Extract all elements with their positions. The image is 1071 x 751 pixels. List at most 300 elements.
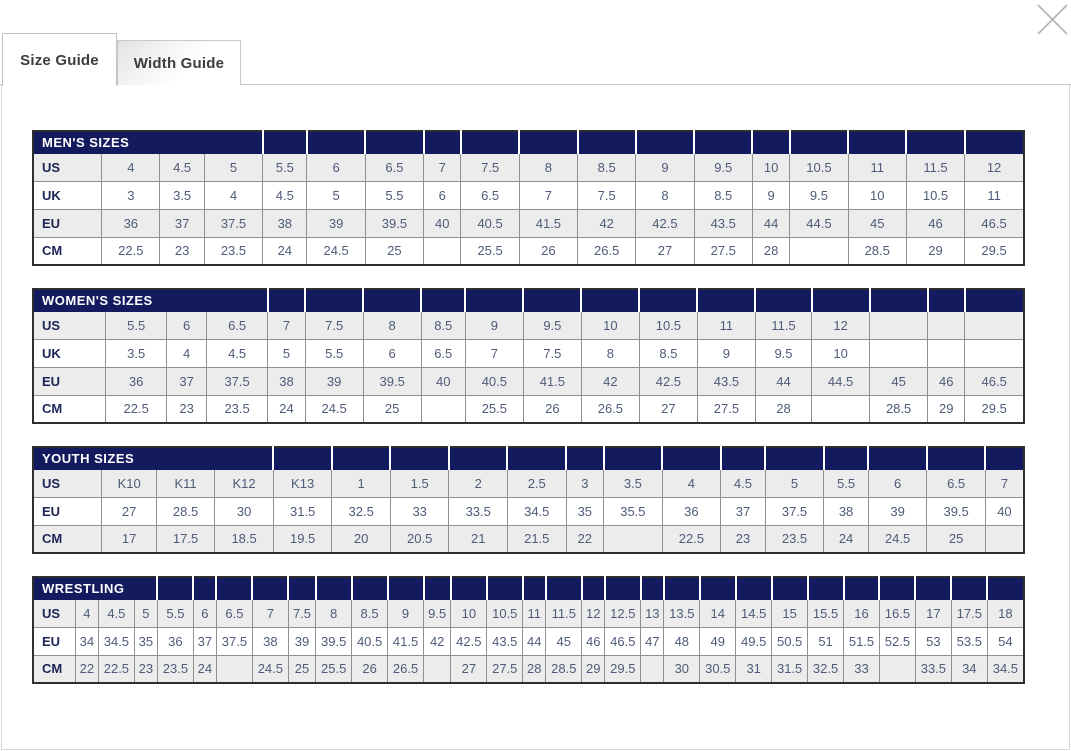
size-cell: 37	[160, 209, 204, 237]
size-cell: 25.5	[465, 395, 523, 423]
size-cell: 25	[927, 525, 986, 553]
size-cell: 18	[987, 599, 1024, 627]
size-cell: 11	[697, 311, 755, 339]
table-header-cell	[487, 577, 523, 599]
table-header-cell	[546, 577, 582, 599]
table-header-cell	[605, 577, 641, 599]
size-cell: 24	[263, 237, 307, 265]
size-cell: 4	[102, 153, 160, 181]
size-cell: 46	[906, 209, 964, 237]
size-cell: 15	[772, 599, 808, 627]
size-cell: 25.5	[316, 655, 352, 683]
size-cell: 29	[582, 655, 605, 683]
size-cell: 46	[582, 627, 605, 655]
size-cell: 9	[465, 311, 523, 339]
size-cell: 6.5	[216, 599, 252, 627]
size-cell: 3.5	[604, 469, 663, 497]
size-cell: 2	[449, 469, 508, 497]
size-cell: 39	[305, 367, 363, 395]
size-cell: 8	[316, 599, 352, 627]
size-cell: 13.5	[664, 599, 700, 627]
size-cell: 10	[451, 599, 487, 627]
size-cell: 26.5	[388, 655, 424, 683]
size-cell: 12	[812, 311, 870, 339]
size-cell: 34.5	[987, 655, 1024, 683]
size-cell: 9.5	[424, 599, 451, 627]
size-cell: 27.5	[694, 237, 752, 265]
size-cell: 26	[519, 237, 577, 265]
size-cell: 8	[581, 339, 639, 367]
size-cell: 35	[566, 497, 604, 525]
size-cell: 25	[363, 395, 421, 423]
size-cell: 37.5	[216, 627, 252, 655]
size-cell: 39.5	[363, 367, 421, 395]
size-cell: 1.5	[390, 469, 449, 497]
size-cell: 3.5	[160, 181, 204, 209]
size-cell: K11	[156, 469, 215, 497]
size-cell: 12	[582, 599, 605, 627]
size-cell: 34.5	[98, 627, 134, 655]
size-cell: 14.5	[736, 599, 772, 627]
size-cell: 10.5	[487, 599, 523, 627]
size-cell: 43.5	[694, 209, 752, 237]
size-cell: 23.5	[206, 395, 268, 423]
size-cell: 6	[307, 153, 365, 181]
size-cell: 24.5	[307, 237, 365, 265]
table-header-row	[33, 131, 1024, 153]
size-cell: 10	[752, 153, 789, 181]
table-header-cell	[812, 289, 870, 311]
size-cell: 21	[449, 525, 508, 553]
size-cell: 37.5	[204, 209, 262, 237]
size-cell: 35.5	[604, 497, 663, 525]
size-cell: 10	[812, 339, 870, 367]
size-cell: 3	[102, 181, 160, 209]
size-cell: 51	[808, 627, 844, 655]
size-cell	[790, 237, 848, 265]
size-cell: 11.5	[546, 599, 582, 627]
size-cell: 50.5	[772, 627, 808, 655]
table-header-cell	[193, 577, 216, 599]
size-cell: 8	[519, 153, 577, 181]
size-cell: 34	[951, 655, 987, 683]
table-header-cell	[216, 577, 252, 599]
row-label: EU	[33, 209, 102, 237]
size-cell: 31	[736, 655, 772, 683]
size-cell	[641, 655, 664, 683]
size-cell: 40.5	[465, 367, 523, 395]
size-cell: 4.5	[263, 181, 307, 209]
size-cell: 46.5	[965, 209, 1024, 237]
size-cell: 9.5	[755, 339, 811, 367]
size-cell: 12	[965, 153, 1024, 181]
size-cell: 23	[167, 395, 206, 423]
size-cell: 6.5	[461, 181, 519, 209]
size-cell: 4	[204, 181, 262, 209]
size-cell: 26	[352, 655, 388, 683]
table-header-cell	[844, 577, 880, 599]
size-cell: 6.5	[927, 469, 986, 497]
table-row-us	[33, 599, 1024, 627]
size-cell: 4	[662, 469, 721, 497]
table-header-cell	[662, 447, 721, 469]
size-cell: 8	[636, 181, 694, 209]
size-cell: 37.5	[765, 497, 824, 525]
size-cell: 41.5	[519, 209, 577, 237]
table-header-cell	[824, 447, 869, 469]
table-title: MEN'S SIZES	[33, 131, 263, 153]
table-row-us	[33, 153, 1024, 181]
size-cell: 39.5	[927, 497, 986, 525]
size-cell: 29	[928, 395, 965, 423]
size-cell	[928, 311, 965, 339]
table-header-cell	[951, 577, 987, 599]
size-cell: 8.5	[421, 311, 465, 339]
size-cell: 45	[870, 367, 928, 395]
table-row-cm	[33, 395, 1024, 423]
table-title: YOUTH SIZES	[33, 447, 273, 469]
table-header-row	[33, 577, 1024, 599]
table-header-cell	[736, 577, 772, 599]
size-cell: 25	[288, 655, 315, 683]
size-cell: 7.5	[288, 599, 315, 627]
size-cell: 3	[566, 469, 604, 497]
size-cell: 49	[700, 627, 736, 655]
table-header-cell	[664, 577, 700, 599]
size-cell: 33	[390, 497, 449, 525]
size-cell: 9.5	[790, 181, 848, 209]
size-cell: 7	[465, 339, 523, 367]
table-row-eu	[33, 627, 1024, 655]
table-header-cell	[915, 577, 951, 599]
size-cell: K10	[102, 469, 156, 497]
table-header-cell	[772, 577, 808, 599]
size-cell: 11	[965, 181, 1024, 209]
size-cell: 48	[664, 627, 700, 655]
size-cell: 8.5	[639, 339, 697, 367]
size-cell: 23.5	[157, 655, 193, 683]
size-cell: 36	[105, 367, 166, 395]
size-cell: 30	[215, 497, 274, 525]
size-cell: 54	[987, 627, 1024, 655]
size-cell: 5.5	[105, 311, 166, 339]
size-cell: 53.5	[951, 627, 987, 655]
tables	[32, 130, 1025, 684]
table-row-cm	[33, 655, 1024, 683]
size-cell: 44	[752, 209, 789, 237]
table-header-cell	[288, 577, 315, 599]
size-cell: 32.5	[332, 497, 391, 525]
size-cell: 42.5	[451, 627, 487, 655]
size-cell: 34.5	[507, 497, 566, 525]
table-header-cell	[790, 131, 848, 153]
table-row-cm	[33, 525, 1024, 553]
size-cell: 26.5	[578, 237, 636, 265]
size-cell: 11.5	[755, 311, 811, 339]
size-cell: 8.5	[694, 181, 752, 209]
size-cell: 29.5	[605, 655, 641, 683]
table-row-eu	[33, 367, 1024, 395]
size-cell: 38	[824, 497, 869, 525]
size-cell: 19.5	[273, 525, 332, 553]
size-cell: 44	[523, 627, 546, 655]
table-header-cell	[581, 289, 639, 311]
size-cell: 23.5	[204, 237, 262, 265]
table-header-cell	[566, 447, 604, 469]
size-cell: 17.5	[951, 599, 987, 627]
size-cell: 7	[519, 181, 577, 209]
size-cell: 30.5	[700, 655, 736, 683]
table-header-cell	[928, 289, 965, 311]
size-cell: 7	[268, 311, 305, 339]
size-cell: 6.5	[421, 339, 465, 367]
table-header-cell	[424, 577, 451, 599]
size-cell: 7.5	[461, 153, 519, 181]
table-header-cell	[641, 577, 664, 599]
table-header-cell	[906, 131, 964, 153]
size-cell: 7	[424, 153, 461, 181]
size-cell: 38	[263, 209, 307, 237]
size-cell: 5.5	[365, 181, 423, 209]
size-cell: 28.5	[546, 655, 582, 683]
size-cell: 33.5	[915, 655, 951, 683]
size-cell: 5	[307, 181, 365, 209]
size-table-wrestling	[32, 576, 1025, 684]
size-cell: 28	[755, 395, 811, 423]
size-cell: 24.5	[868, 525, 927, 553]
size-cell: 6	[193, 599, 216, 627]
table-header-cell	[868, 447, 927, 469]
size-cell: 7.5	[523, 339, 581, 367]
tab-width-guide-label: Width Guide	[133, 54, 225, 72]
table-header-cell	[316, 577, 352, 599]
size-cell	[965, 311, 1024, 339]
size-cell: 14	[700, 599, 736, 627]
tab-bar	[0, 0, 1071, 85]
size-cell: 11	[523, 599, 546, 627]
table-header-cell	[332, 447, 391, 469]
size-cell: 4	[167, 339, 206, 367]
table-header-cell	[263, 131, 307, 153]
row-label: CM	[33, 655, 75, 683]
table-header-cell	[461, 131, 519, 153]
table-header-cell	[639, 289, 697, 311]
size-cell: 7.5	[578, 181, 636, 209]
size-cell: 44	[755, 367, 811, 395]
size-cell: 29	[906, 237, 964, 265]
size-cell: 40	[424, 209, 461, 237]
table-header-cell	[451, 577, 487, 599]
size-cell: 6.5	[365, 153, 423, 181]
size-cell: 10.5	[790, 153, 848, 181]
size-cell: 9	[752, 181, 789, 209]
size-cell	[928, 339, 965, 367]
table-row-uk	[33, 339, 1024, 367]
size-cell: 29.5	[965, 237, 1024, 265]
size-cell: 20	[332, 525, 391, 553]
size-cell: 43.5	[697, 367, 755, 395]
table-header-cell	[721, 447, 766, 469]
table-header-cell	[927, 447, 986, 469]
tab-size-guide[interactable]	[2, 33, 117, 86]
table-header-cell	[755, 289, 811, 311]
row-label: US	[33, 153, 102, 181]
size-cell: 4.5	[160, 153, 204, 181]
size-cell: 32.5	[808, 655, 844, 683]
size-cell: 28.5	[156, 497, 215, 525]
size-cell: 11.5	[906, 153, 964, 181]
size-cell: 39.5	[316, 627, 352, 655]
size-cell: 16	[844, 599, 880, 627]
size-cell: 33	[844, 655, 880, 683]
size-cell: 46	[928, 367, 965, 395]
size-cell: 27.5	[487, 655, 523, 683]
size-cell: 42.5	[639, 367, 697, 395]
size-cell: 5.5	[305, 339, 363, 367]
size-cell: 5.5	[157, 599, 193, 627]
size-cell: 28.5	[870, 395, 928, 423]
size-cell: K12	[215, 469, 274, 497]
size-cell: 7	[252, 599, 288, 627]
size-cell: 23.5	[765, 525, 824, 553]
tab-width-guide[interactable]	[117, 40, 241, 85]
size-cell: 27	[639, 395, 697, 423]
size-cell: 8	[363, 311, 421, 339]
size-cell: 37	[193, 627, 216, 655]
table-header-cell	[523, 289, 581, 311]
row-label: US	[33, 311, 105, 339]
table-header-cell	[700, 577, 736, 599]
size-cell: 12.5	[605, 599, 641, 627]
size-cell	[879, 655, 915, 683]
size-cell: 24.5	[305, 395, 363, 423]
size-cell: 38	[252, 627, 288, 655]
table-row-uk	[33, 181, 1024, 209]
size-cell: 20.5	[390, 525, 449, 553]
size-cell	[421, 395, 465, 423]
row-label: UK	[33, 181, 102, 209]
size-cell: 2.5	[507, 469, 566, 497]
size-cell: 4.5	[206, 339, 268, 367]
size-cell: 15.5	[808, 599, 844, 627]
size-cell: 5	[765, 469, 824, 497]
row-label: US	[33, 469, 102, 497]
size-cell	[965, 339, 1024, 367]
table-header-cell	[421, 289, 465, 311]
size-cell: 44.5	[790, 209, 848, 237]
size-cell: 10.5	[639, 311, 697, 339]
size-cell: K13	[273, 469, 332, 497]
size-cell: 22.5	[102, 237, 160, 265]
size-cell: 22.5	[662, 525, 721, 553]
row-label: EU	[33, 627, 75, 655]
table-header-cell	[848, 131, 906, 153]
table-header-cell	[307, 131, 365, 153]
size-cell: 47	[641, 627, 664, 655]
table-header-cell	[305, 289, 363, 311]
size-cell: 46.5	[965, 367, 1024, 395]
table-header-cell	[449, 447, 508, 469]
size-cell: 30	[664, 655, 700, 683]
table-header-cell	[694, 131, 752, 153]
table-header-cell	[157, 577, 193, 599]
size-cell: 6	[363, 339, 421, 367]
size-cell: 36	[102, 209, 160, 237]
size-cell: 24	[268, 395, 305, 423]
size-cell: 16.5	[879, 599, 915, 627]
size-cell: 27	[102, 497, 156, 525]
size-table-women-s-sizes	[32, 288, 1025, 424]
row-label: EU	[33, 367, 105, 395]
size-table-youth-sizes	[32, 446, 1025, 554]
size-cell: 8.5	[352, 599, 388, 627]
size-cell: 37.5	[206, 367, 268, 395]
size-cell: 51.5	[844, 627, 880, 655]
size-cell	[604, 525, 663, 553]
size-cell: 25.5	[461, 237, 519, 265]
table-header-cell	[752, 131, 789, 153]
table-row-us	[33, 469, 1024, 497]
size-cell: 38	[268, 367, 305, 395]
size-cell: 52.5	[879, 627, 915, 655]
table-header-cell	[252, 577, 288, 599]
size-cell: 23	[160, 237, 204, 265]
size-cell: 28	[752, 237, 789, 265]
size-cell: 27.5	[697, 395, 755, 423]
table-header-cell	[388, 577, 424, 599]
size-cell: 28.5	[848, 237, 906, 265]
size-cell: 49.5	[736, 627, 772, 655]
size-cell	[216, 655, 252, 683]
table-header-cell	[604, 447, 663, 469]
size-cell: 24.5	[252, 655, 288, 683]
table-header-cell	[965, 131, 1024, 153]
row-label: EU	[33, 497, 102, 525]
size-cell: 39.5	[365, 209, 423, 237]
size-cell: 9.5	[694, 153, 752, 181]
size-cell	[424, 655, 451, 683]
close-icon[interactable]	[1033, 1, 1071, 39]
size-cell: 27	[636, 237, 694, 265]
size-cell: 5.5	[263, 153, 307, 181]
size-cell: 9	[697, 339, 755, 367]
size-cell	[812, 395, 870, 423]
size-cell: 40.5	[352, 627, 388, 655]
size-cell: 9	[388, 599, 424, 627]
table-header-cell	[987, 577, 1024, 599]
size-cell: 10	[581, 311, 639, 339]
table-header-cell	[765, 447, 824, 469]
size-cell: 43.5	[487, 627, 523, 655]
size-cell: 37	[167, 367, 206, 395]
table-header-cell	[268, 289, 305, 311]
size-cell: 23	[721, 525, 766, 553]
size-cell: 42.5	[636, 209, 694, 237]
size-cell: 34	[75, 627, 98, 655]
size-cell: 40	[985, 497, 1024, 525]
table-header-cell	[578, 131, 636, 153]
size-cell: 9.5	[523, 311, 581, 339]
size-cell: 22.5	[98, 655, 134, 683]
size-cell: 41.5	[523, 367, 581, 395]
size-cell: 42	[581, 367, 639, 395]
size-cell: 53	[915, 627, 951, 655]
size-cell: 22.5	[105, 395, 166, 423]
size-cell: 7.5	[305, 311, 363, 339]
size-table-men-s-sizes	[32, 130, 1025, 266]
size-cell: 11	[848, 153, 906, 181]
size-cell: 13	[641, 599, 664, 627]
